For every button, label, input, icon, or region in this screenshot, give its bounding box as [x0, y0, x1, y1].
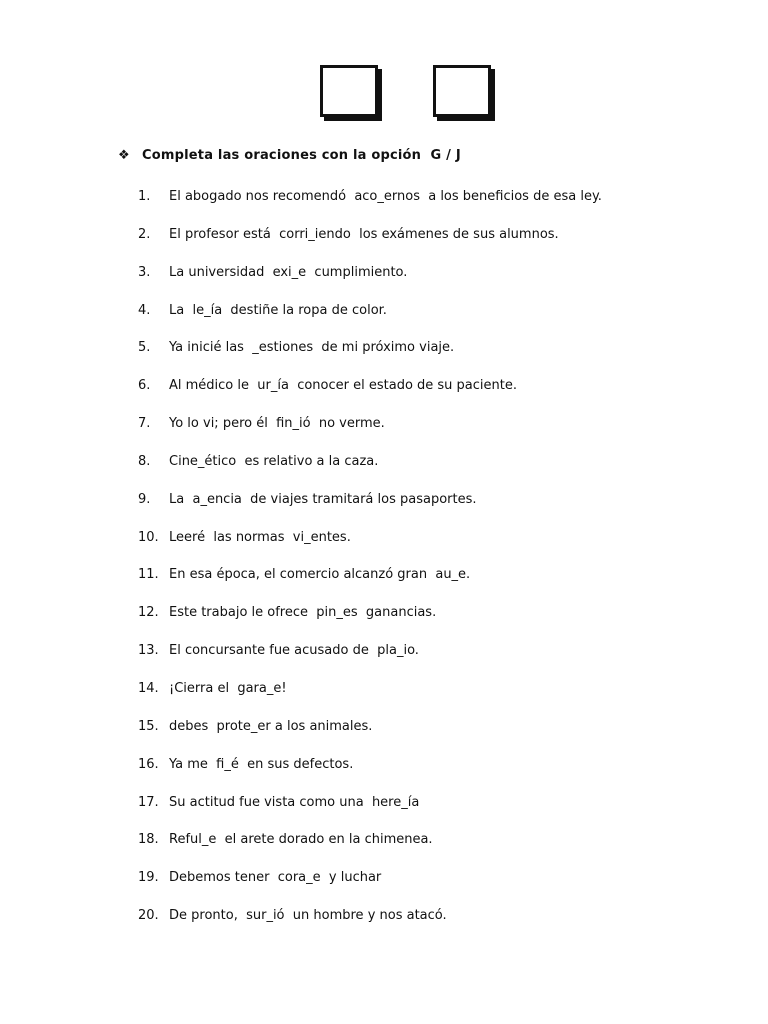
item-number: 16.: [138, 756, 159, 772]
answer-box-left: [320, 65, 378, 117]
list-item: [138, 187, 602, 225]
diamond-bullet-icon: ❖: [118, 148, 130, 163]
item-sentence: El abogado nos recomendó aco_ernos a los beneficios de esa ley.: [169, 189, 602, 204]
item-number: 9.: [138, 491, 151, 507]
item-sentence: En esa época, el comercio alcanzó gran au_e.: [169, 567, 471, 583]
list-item: [138, 641, 602, 679]
instruction-heading: [118, 148, 461, 163]
list-item: [138, 414, 602, 452]
item-sentence: El concursante fue acusado de pla_io.: [169, 643, 419, 659]
item-sentence: La le_ía destiñe la ropa de color.: [169, 302, 387, 318]
item-number: 13.: [138, 643, 159, 659]
item-sentence: Cine_ético es relativo a la caza.: [169, 453, 379, 469]
item-sentence: ¡Cierra el gara_e!: [169, 680, 287, 696]
list-item: [138, 868, 602, 906]
item-number: 3.: [138, 264, 151, 280]
list-item: [138, 830, 602, 868]
item-number: 1.: [138, 189, 151, 204]
answer-box-right: [433, 65, 491, 117]
item-sentence: De pronto, sur_ió un hombre y nos atacó.: [169, 908, 447, 924]
item-number: 7.: [138, 416, 151, 432]
item-number: 8.: [138, 453, 151, 469]
list-item: [138, 679, 602, 717]
list-item: [138, 717, 602, 755]
list-item: [138, 263, 602, 301]
item-sentence: Este trabajo le ofrece pin_es ganancias.: [169, 605, 437, 621]
item-sentence: Ya inicié las _estiones de mi próximo viaje.: [169, 340, 455, 356]
list-item: [138, 565, 602, 603]
item-sentence: Al médico le ur_ía conocer el estado de su paciente.: [169, 378, 517, 394]
item-number: 17.: [138, 794, 159, 810]
item-sentence: Leeré las normas vi_entes.: [169, 529, 351, 545]
item-sentence: debes prote_er a los animales.: [169, 718, 373, 734]
item-number: 19.: [138, 870, 159, 886]
item-sentence: Su actitud fue vista como una here_ía: [169, 794, 420, 810]
list-item: [138, 603, 602, 641]
item-number: 14.: [138, 680, 159, 696]
list-item: [138, 301, 602, 339]
list-item: [138, 755, 602, 793]
item-sentence: Yo lo vi; pero él fin_ió no verme.: [169, 416, 385, 432]
item-number: 18.: [138, 832, 159, 848]
item-number: 12.: [138, 605, 159, 621]
list-item: [138, 490, 602, 528]
item-number: 15.: [138, 718, 159, 734]
item-number: 4.: [138, 302, 151, 318]
list-item: [138, 376, 602, 414]
list-item: [138, 906, 602, 944]
sentence-list: [138, 187, 602, 944]
item-sentence: La a_encia de viajes tramitará los pasaportes.: [169, 491, 477, 507]
item-sentence: La universidad exi_e cumplimiento.: [169, 264, 408, 280]
item-number: 6.: [138, 378, 151, 394]
instruction-text: Completa las oraciones con la opción G / J: [142, 148, 461, 163]
list-item: [138, 528, 602, 566]
list-item: [138, 452, 602, 490]
item-number: 20.: [138, 908, 159, 924]
list-item: [138, 793, 602, 831]
item-sentence: Ya me fi_é en sus defectos.: [169, 756, 354, 772]
item-number: 5.: [138, 340, 151, 356]
item-sentence: El profesor está corri_iendo los exámenes de sus alumnos.: [169, 226, 559, 242]
list-item: [138, 338, 602, 376]
list-item: [138, 225, 602, 263]
item-number: 10.: [138, 529, 159, 545]
item-sentence: Reful_e el arete dorado en la chimenea.: [169, 832, 433, 848]
item-sentence: Debemos tener cora_e y luchar: [169, 870, 382, 886]
item-number: 2.: [138, 226, 151, 242]
item-number: 11.: [138, 567, 159, 583]
